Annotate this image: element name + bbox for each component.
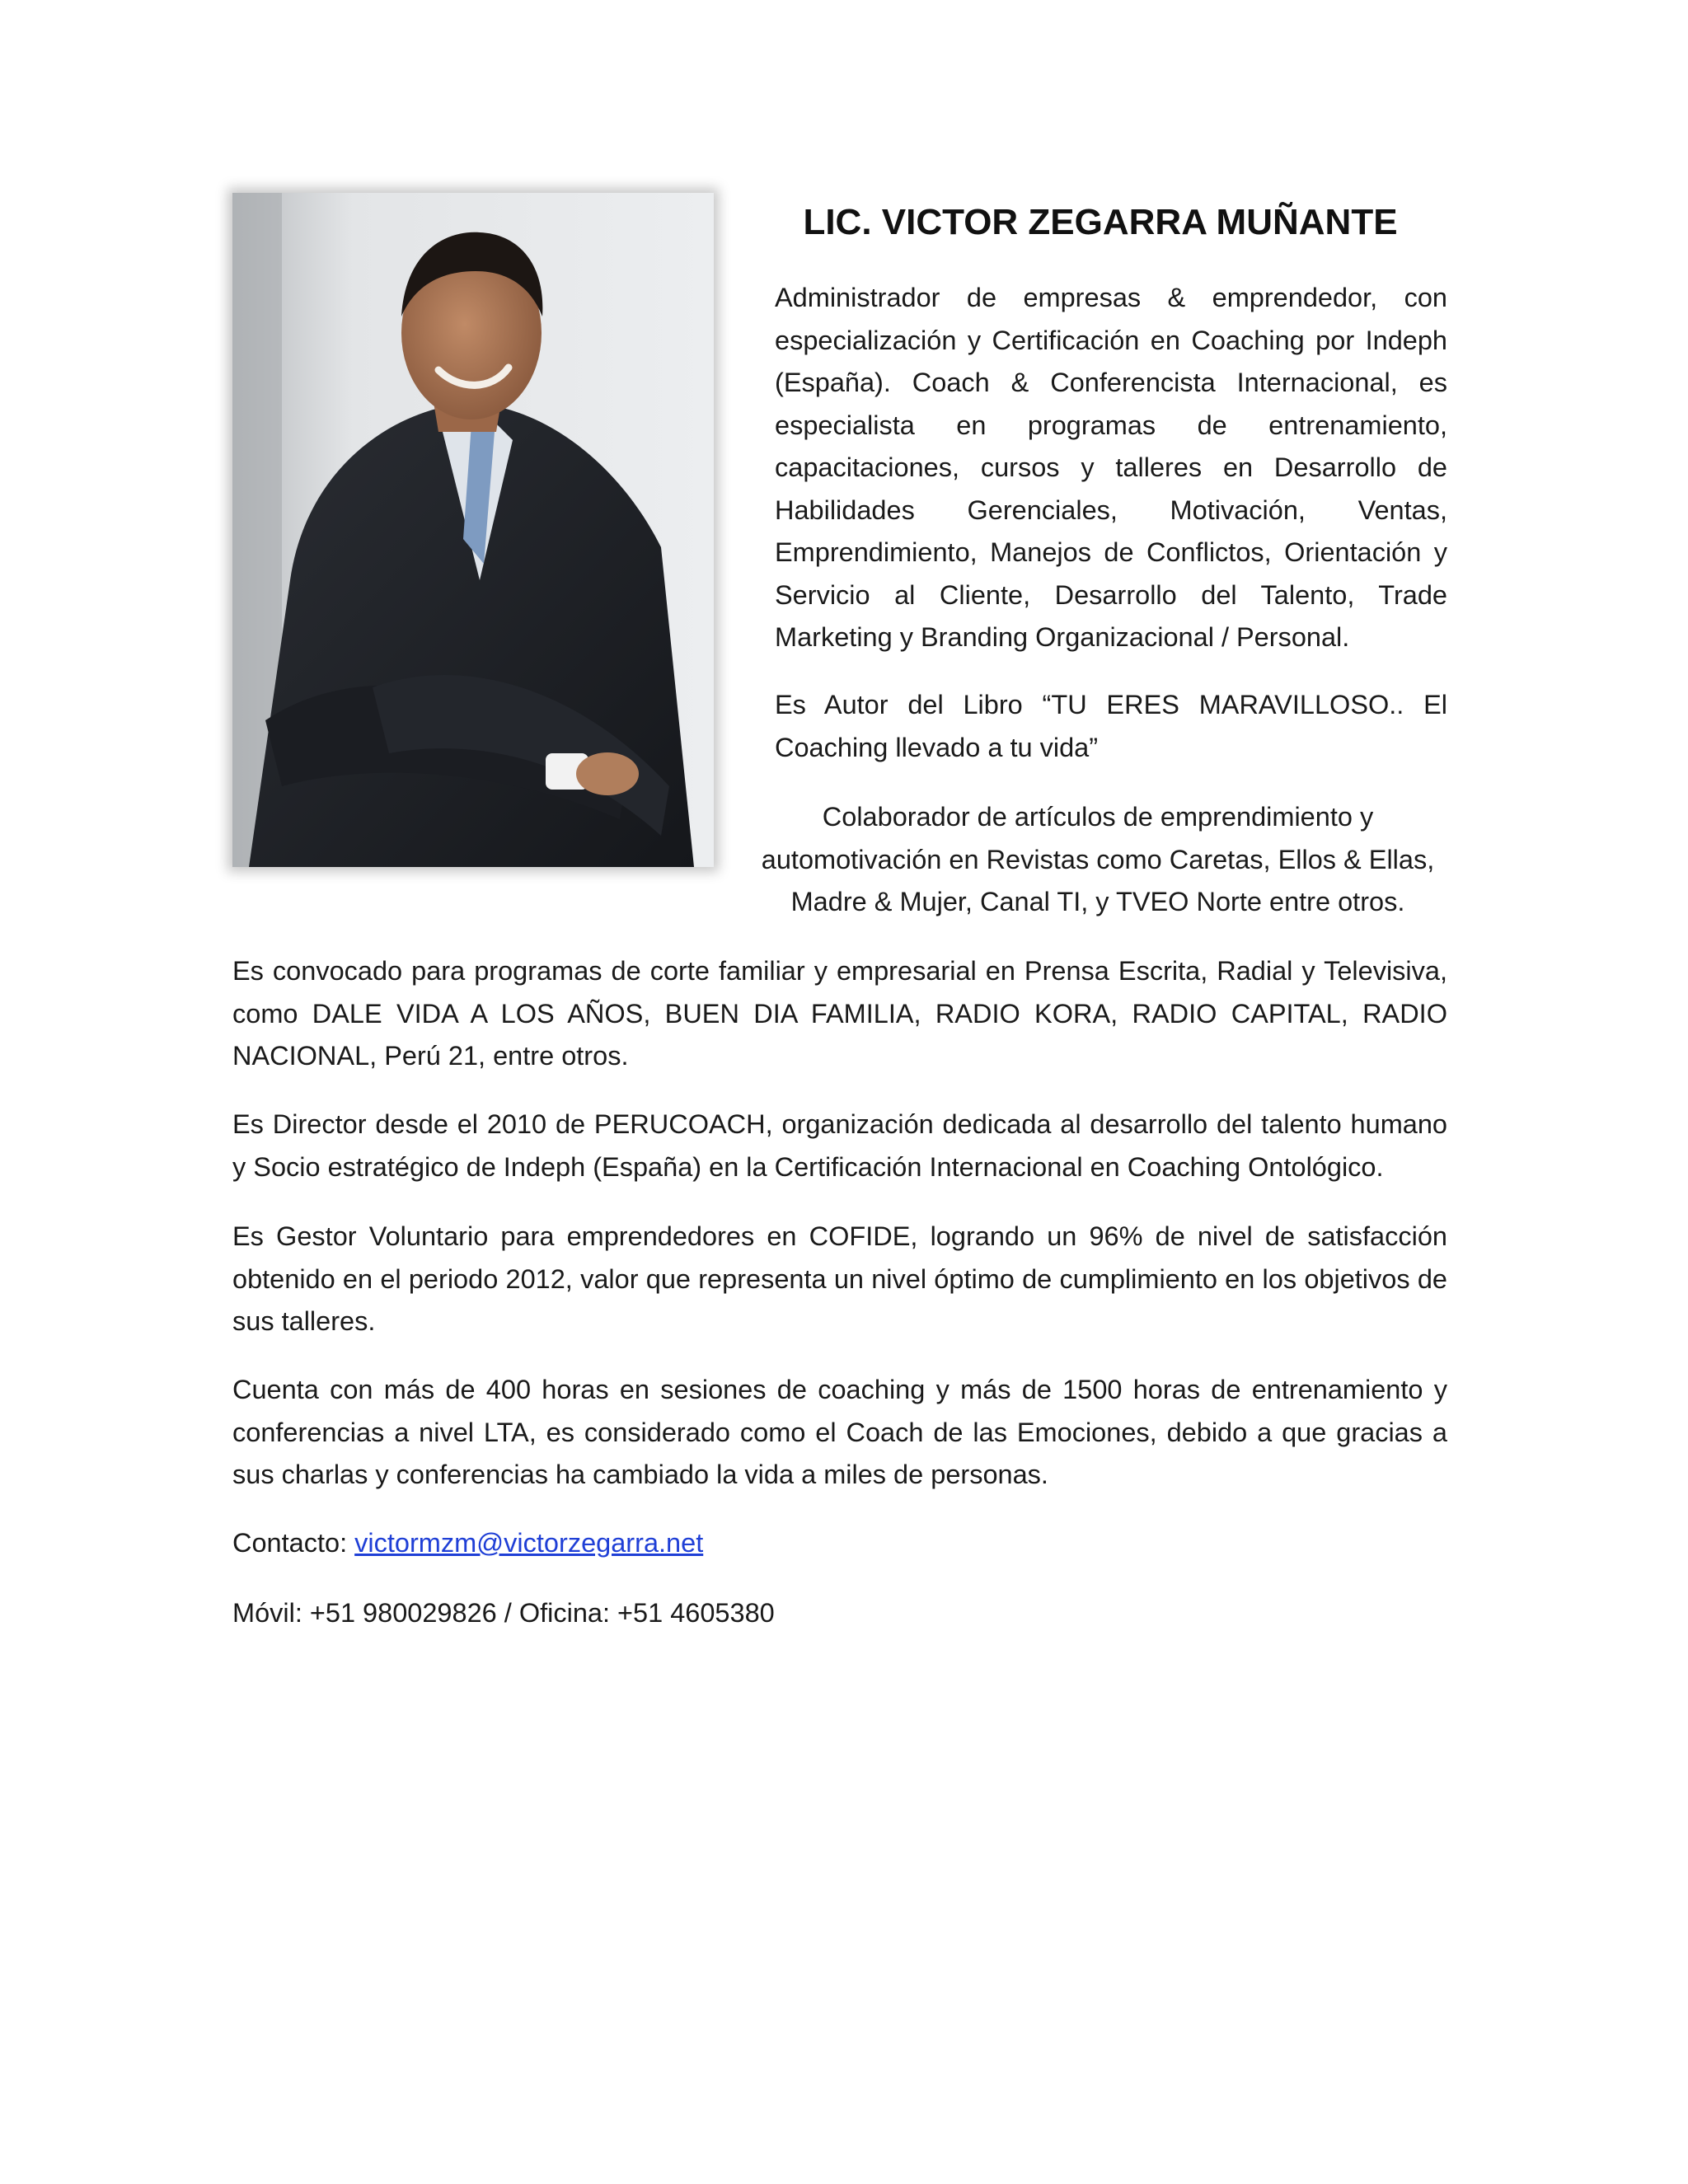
bio-director-paragraph: Es Director desde el 2010 de PERUCOACH, organización dedicada al desarrollo del talento humano y Socio estratégico de Indeph (España) en la Certificación Internacional en Coaching Ontológico.: [232, 1109, 1447, 1182]
bio-gestor-paragraph: Es Gestor Voluntario para emprendedores en COFIDE, logrando un 96% de nivel de satisfacción obtenido en el periodo 2012, valor que representa un nivel óptimo de cumplimiento en los objetivos de sus talleres.: [232, 1221, 1447, 1336]
contact-label: Contacto:: [232, 1528, 355, 1558]
profile-photo: [232, 193, 714, 867]
bio-hours-paragraph: Cuenta con más de 400 horas en sesiones de coaching y más de 1500 horas de entrenamiento y conferencias a nivel LTA, es considerado como el Coach de las Emociones, debido a que gracias a sus charlas y conferencias ha cambiado la vida a miles de personas.: [232, 1375, 1447, 1489]
contact-email-line: [232, 1522, 703, 1565]
bio-author-paragraph: Es Autor del Libro “TU ERES MARAVILLOSO.. El Coaching llevado a tu vida”: [775, 690, 1447, 762]
contact-phones-line: Móvil: +51 980029826 / Oficina: +51 4605380: [232, 1598, 775, 1628]
bio-intro-paragraph: Administrador de empresas & emprendedor, con especialización y Certificación en Coaching por Indeph (España). Coach & Conferencista Internacional, es especialista en programas de entrenamiento, capacitaciones, cursos y talleres en Desarrollo de Habilidades Gerenciales, Motivación, Ventas, Emprendimiento, Manejos de Conflictos, Orientación y Servicio al Cliente, Desarrollo del Talento, Trade Marketing y Branding Organizacional / Personal.: [775, 283, 1447, 652]
person-name-heading: LIC. VICTOR ZEGARRA MUÑANTE: [803, 202, 1398, 242]
email-link[interactable]: victormzm@victorzegarra.net: [354, 1528, 704, 1558]
bio-media-paragraph: Es convocado para programas de corte familiar y empresarial en Prensa Escrita, Radial y Televisiva, como DALE VIDA A LOS AÑOS, BUEN DIA FAMILIA, RADIO KORA, RADIO CAPITAL, RADIO NACIONAL, Perú 21, entre otros.: [232, 956, 1447, 1071]
bio-collaborator-paragraph: Colaborador de artículos de emprendimiento y automotivación en Revistas como Caretas, Ellos & Ellas, Madre & Mujer, Canal TI, y TVEO Norte entre otros.: [761, 802, 1435, 916]
portrait-illustration: [232, 193, 714, 867]
